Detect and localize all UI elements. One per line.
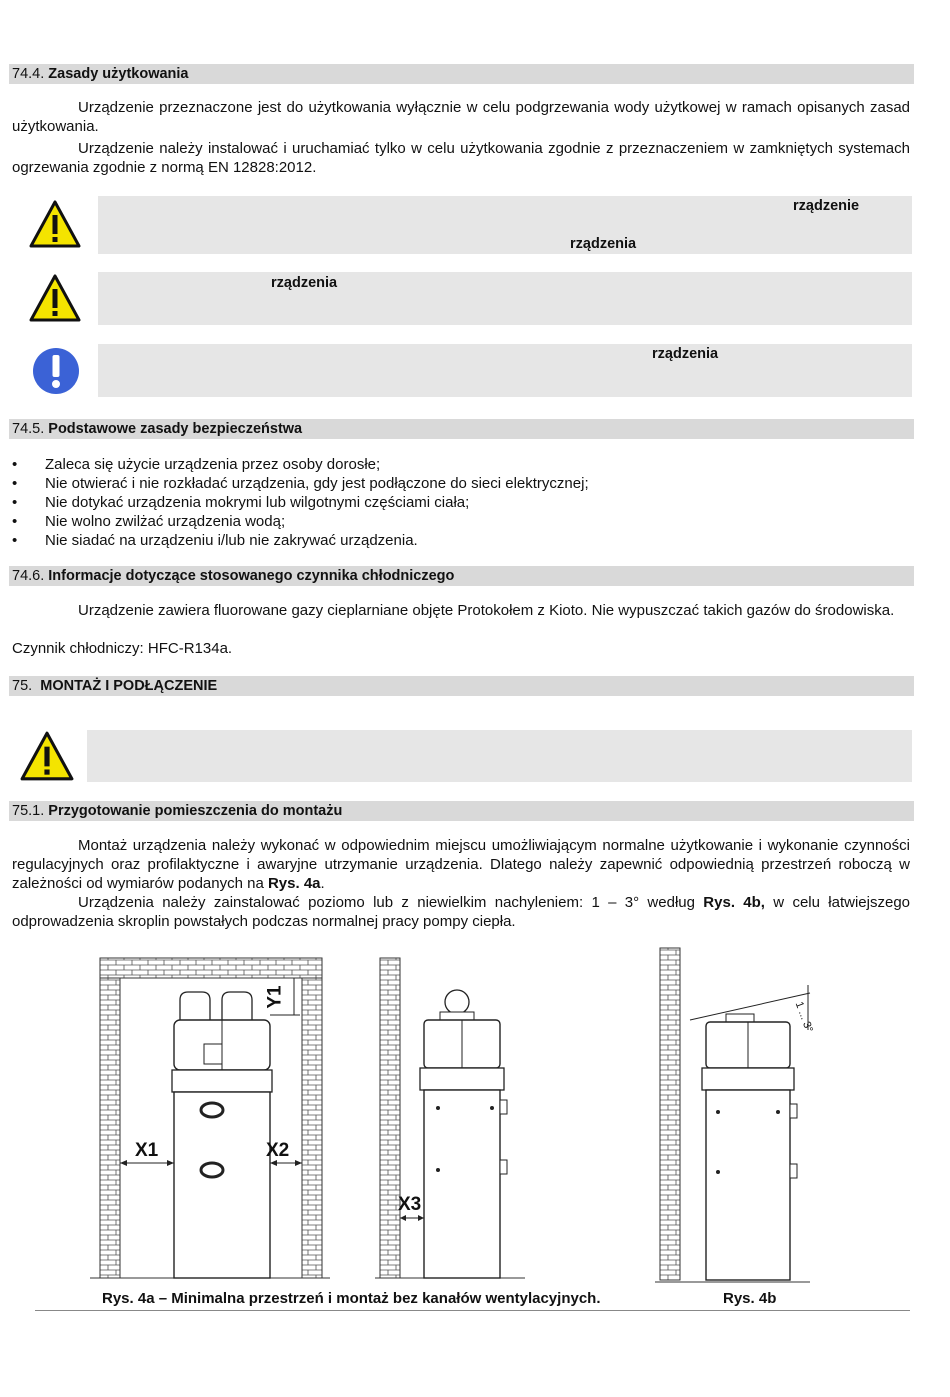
notice-box-3 (98, 344, 912, 397)
room-text-end: . (320, 875, 325, 892)
dimension-label-x3: X3 (398, 1194, 422, 1215)
notice-3-word: rządzenia (652, 346, 719, 362)
dimension-label-x2: X2 (266, 1140, 290, 1161)
list-item: • Nie wolno zwilżać urządzenia wodą; (12, 512, 892, 531)
section-number: 75.1. (12, 803, 45, 819)
section-header-74-4 (9, 64, 914, 84)
footer-divider (35, 1310, 910, 1311)
fig-4b-tilt-view (655, 948, 810, 1282)
section-title: Podstawowe zasady bezpieczeństwa (48, 421, 303, 437)
notice-box-1 (98, 196, 912, 254)
section-header-75-1 (9, 801, 914, 821)
list-item: • Zaleca się użycie urządzenia przez osoby dorosłe; (12, 455, 892, 474)
info-exclamation-icon (31, 346, 81, 396)
section-header-75 (9, 676, 914, 696)
refrigerant-paragraph: Urządzenie zawiera fluorowane gazy cieplarniane objęte Protokołem z Kioto. Nie wypuszczać takich gazów do środowiska. (78, 602, 895, 619)
list-item: • Nie otwierać i nie rozkładać urządzenia, gdy jest podłączone do sieci elektrycznej; (12, 474, 892, 493)
section-number: 74.5. (12, 421, 45, 437)
notice-box-2 (98, 272, 912, 325)
section-title: Informacje dotyczące stosowanego czynnika chłodniczego (48, 568, 455, 584)
notice-2-word: rządzenia (271, 275, 338, 291)
room-paragraph-2 (12, 893, 910, 931)
section-number: 74.4. (12, 66, 45, 82)
list-item: • Nie siadać na urządzeniu i/lub nie zakrywać urządzenia. (12, 531, 892, 550)
room-text: w celu łatwiejszego odprowadzenia skroplin powstałych podczas normalnej pracy pompy ciepła. (12, 894, 911, 930)
dimension-label-x1: X1 (135, 1140, 159, 1161)
figure-caption-4b: Rys. 4b (723, 1290, 777, 1307)
notice-1-word-b: rządzenia (570, 236, 637, 252)
section-title: Przygotowanie pomieszczenia do montażu (48, 803, 343, 819)
installation-diagram (0, 940, 950, 1290)
section-number: 74.6. (12, 568, 45, 584)
usage-paragraph-1: Urządzenie przeznaczone jest do użytkowania wyłącznie w celu podgrzewania wody użytkowej w ramach opisanych zasad użytkowania. (12, 99, 910, 135)
list-item: • Nie dotykać urządzenia mokrymi lub wilgotnymi częściami ciała; (12, 493, 892, 512)
figure-caption-4a: Rys. 4a – Minimalna przestrzeń i montaż bez kanałów wentylacyjnych. (102, 1290, 601, 1307)
section-title: Zasady użytkowania (48, 66, 189, 82)
section-title: MONTAŻ I PODŁĄCZENIE (40, 678, 218, 694)
notice-1-word-a: rządzenie (793, 198, 860, 214)
figure-reference: Rys. 4b, (703, 894, 765, 911)
room-text: Urządzenia należy zainstalować poziomo lub z niewielkim nachyleniem: 1 – 3° według (78, 894, 704, 911)
tilt-angle-label: 1 ... 3° (792, 1000, 815, 1035)
fig-4a-side-view (375, 958, 525, 1278)
warning-icon (28, 199, 82, 249)
dimension-label-y1: Y1 (264, 985, 286, 1009)
section-number: 75. (12, 678, 33, 694)
refrigerant-type: Czynnik chłodniczy: HFC-R134a. (12, 640, 233, 657)
safety-list (12, 455, 892, 550)
section-header-74-6 (9, 566, 914, 586)
room-paragraph-1 (12, 836, 910, 893)
figure-reference: Rys. 4a (267, 875, 321, 892)
usage-paragraph-2: Urządzenie należy instalować i uruchamiać tylko w celu użytkowania zgodnie z przeznaczeniem w zamkniętych systemach ogrzewania zgodnie z normą EN 12828:2012. (12, 140, 910, 176)
fig-4a-front-view (90, 958, 330, 1278)
notice-box-4 (87, 730, 912, 782)
warning-icon (28, 273, 82, 323)
section-header-74-5 (9, 419, 914, 439)
room-text: Montaż urządzenia należy wykonać w odpowiednim miejscu umożliwiającym normalne użytkowanie i wykonanie czynności regulacyjnych oraz profilaktyczne i awaryjne utrzymanie urządzenia. Dlatego należy zapewnić odpowiednią przestrzeń roboczą w zależności od wymiarów podanych na (12, 837, 910, 892)
warning-icon (19, 730, 75, 782)
